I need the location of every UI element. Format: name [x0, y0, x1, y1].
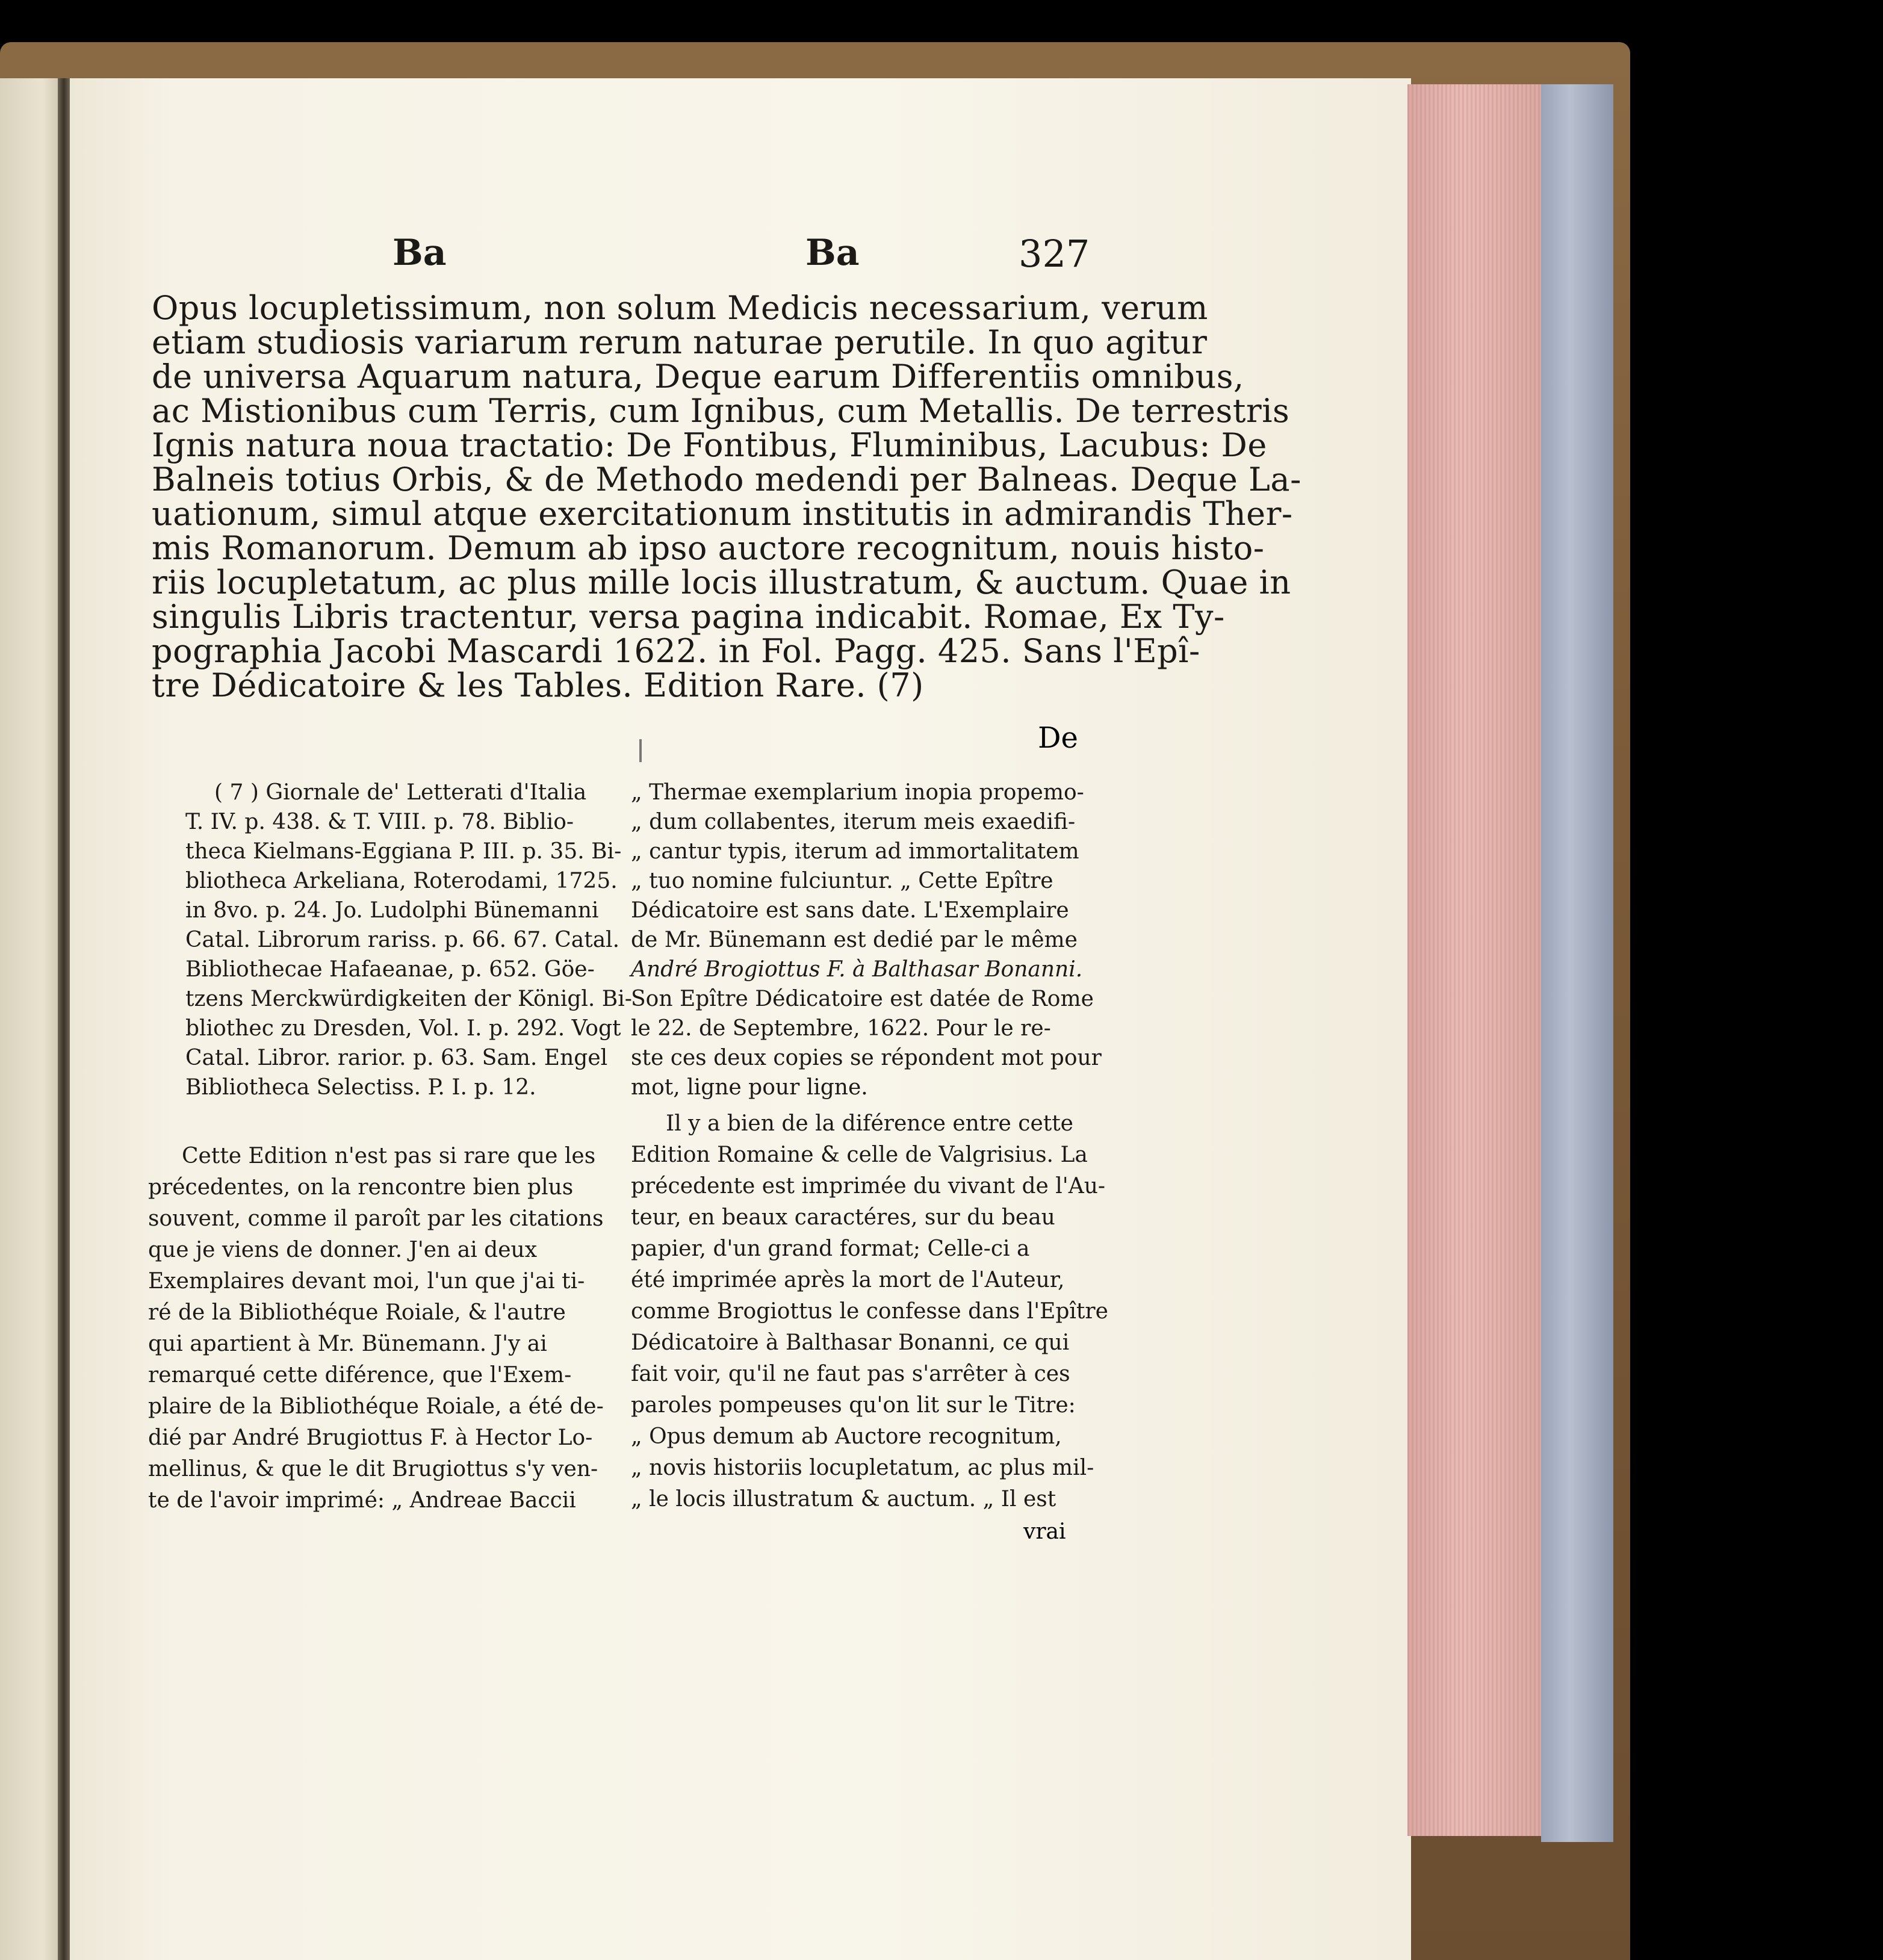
column-line: comme Brogiottus le confesse dans l'Epître	[631, 1299, 1108, 1324]
main-line: riis locupletatum, ac plus mille locis illustratum, & auctum. Quae in	[152, 563, 1291, 601]
column-line: „ novis historiis locupletatum, ac plus mil-	[631, 1456, 1094, 1480]
paragraph-line: Exemplaires devant moi, l'un que j'ai ti-	[148, 1269, 585, 1294]
left-page-edge	[0, 78, 60, 1960]
main-catchword: De	[1038, 721, 1078, 755]
main-line: mis Romanorum. Demum ab ipso auctore recognitum, nouis histo-	[152, 529, 1265, 567]
paragraph-line: plaire de la Bibliothéque Roiale, a été de-	[148, 1394, 604, 1419]
paragraph-line: dié par André Brugiottus F. à Hector Lo-	[148, 1425, 593, 1450]
footnote-line: bliothec zu Dresden, Vol. I. p. 292. Vogt	[185, 1016, 621, 1041]
page-number: 327	[1019, 232, 1090, 276]
footnote-line: Bibliothecae Hafaeanae, p. 652. Göe-	[185, 957, 595, 982]
paragraph-line: mellinus, & que le dit Brugiottus s'y ven-	[148, 1457, 598, 1481]
book-gutter	[58, 78, 70, 1960]
column-line: „ tuo nomine fulciuntur. „ Cette Epître	[631, 869, 1053, 893]
column-line: „ cantur typis, iterum ad immortalitatem	[631, 839, 1079, 864]
column-line: André Brogiottus F. à Balthasar Bonanni.	[631, 957, 1083, 982]
column-line: Son Epître Dédicatoire est datée de Rome	[631, 987, 1094, 1011]
column-line: papier, d'un grand format; Celle-ci a	[631, 1236, 1030, 1261]
footnote-line: tzens Merckwürdigkeiten der Königl. Bi-	[185, 987, 632, 1011]
column-line: Dédicatoire à Balthasar Bonanni, ce qui	[631, 1330, 1070, 1355]
paragraph-line: qui apartient à Mr. Bünemann. J'y ai	[148, 1332, 547, 1356]
footnote-line: bliotheca Arkeliana, Roterodami, 1725.	[185, 869, 618, 893]
paragraph-line: ré de la Bibliothéque Roiale, & l'autre	[148, 1300, 566, 1325]
main-line: pographia Jacobi Mascardi 1622. in Fol. Pagg. 425. Sans l'Epî-	[152, 632, 1200, 670]
column-line: paroles pompeuses qu'on lit sur le Titre:	[631, 1393, 1076, 1418]
footnote-line: Catal. Librorum rariss. p. 66. 67. Catal.	[185, 928, 620, 952]
main-line: Ignis natura noua tractatio: De Fontibus, Fluminibus, Lacubus: De	[152, 426, 1267, 464]
column-line: teur, en beaux caractéres, sur du beau	[631, 1205, 1055, 1230]
column-line: Dédicatoire est sans date. L'Exemplaire	[631, 898, 1069, 923]
column-line: „ le locis illustratum & auctum. „ Il est	[631, 1487, 1056, 1512]
page-block-edges	[1407, 84, 1545, 1836]
column-line: été imprimée après la mort de l'Auteur,	[631, 1268, 1065, 1292]
main-line: Opus locupletissimum, non solum Medicis necessarium, verum	[152, 289, 1208, 327]
paragraph-line: que je viens de donner. J'en ai deux	[148, 1238, 537, 1262]
footnote-line: in 8vo. p. 24. Jo. Ludolphi Bünemanni	[185, 898, 599, 923]
main-line: singulis Libris tractentur, versa pagina indicabit. Romae, Ex Ty-	[152, 598, 1225, 636]
footnote-line: Catal. Libror. rarior. p. 63. Sam. Engel	[185, 1046, 608, 1070]
column-line: le 22. de Septembre, 1622. Pour le re-	[631, 1016, 1051, 1041]
column-separator-mark	[639, 739, 642, 762]
footnote-line: ( 7 ) Giornale de' Letterati d'Italia	[214, 780, 587, 805]
main-line: etiam studiosis variarum rerum naturae perutile. In quo agitur	[152, 323, 1208, 361]
column-line: de Mr. Bünemann est dedié par le même	[631, 928, 1078, 952]
column-line: „ Opus demum ab Auctore recognitum,	[631, 1424, 1062, 1449]
running-head-center: Ba	[805, 232, 860, 274]
main-line: ac Mistionibus cum Terris, cum Ignibus, cum Metallis. De terrestris	[152, 392, 1290, 430]
column-line: ste ces deux copies se répondent mot pour	[631, 1046, 1102, 1070]
main-line: Balneis totius Orbis, & de Methodo medendi per Balneas. Deque La-	[152, 461, 1301, 498]
main-line: de universa Aquarum natura, Deque earum Differentiis omnibus,	[152, 358, 1244, 395]
column-line: mot, ligne pour ligne.	[631, 1075, 868, 1100]
marbled-board-edge	[1541, 84, 1613, 1842]
running-head-left: Ba	[392, 232, 447, 274]
column-line: Il y a bien de la diférence entre cette	[666, 1111, 1073, 1136]
paragraph-line: Cette Edition n'est pas si rare que les	[182, 1144, 596, 1168]
column-line: précedente est imprimée du vivant de l'Au-	[631, 1174, 1106, 1199]
paragraph-line: remarqué cette diférence, que l'Exem-	[148, 1363, 572, 1388]
footnote-line: T. IV. p. 438. & T. VIII. p. 78. Biblio-	[185, 810, 574, 834]
footnote-line: theca Kielmans-Eggiana P. III. p. 35. Bi-	[185, 839, 622, 864]
column-line: „ dum collabentes, iterum meis exaedifi-	[631, 810, 1076, 834]
column-catchword: vrai	[1023, 1519, 1066, 1544]
column-line: „ Thermae exemplarium inopia propemo-	[631, 780, 1084, 805]
paragraph-line: souvent, comme il paroît par les citations	[148, 1206, 604, 1231]
column-line: Edition Romaine & celle de Valgrisius. La	[631, 1143, 1088, 1167]
column-line: fait voir, qu'il ne faut pas s'arrêter à ces	[631, 1362, 1070, 1386]
paragraph-line: te de l'avoir imprimé: „ Andreae Baccii	[148, 1488, 576, 1513]
main-line: uationum, simul atque exercitationum institutis in admirandis Ther-	[152, 495, 1293, 533]
paragraph-line: précedentes, on la rencontre bien plus	[148, 1175, 574, 1200]
footnote-line: Bibliotheca Selectiss. P. I. p. 12.	[185, 1075, 536, 1100]
main-line: tre Dédicatoire & les Tables. Edition Rare. (7)	[152, 666, 924, 704]
